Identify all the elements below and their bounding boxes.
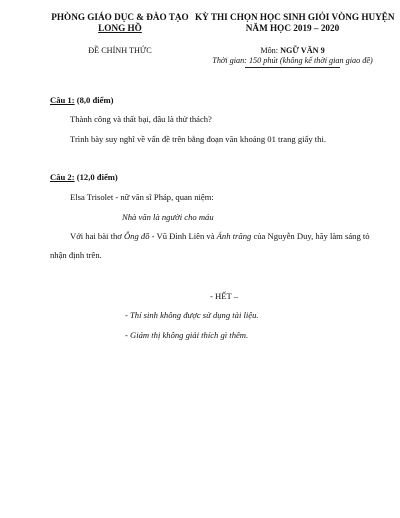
department-name: PHÒNG GIÁO DỤC & ĐÀO TẠO bbox=[51, 12, 189, 22]
question2-heading bbox=[50, 172, 118, 182]
poem-title-ong-do: Ông đồ bbox=[123, 231, 150, 241]
question2-line3-c: của Nguyễn Duy, hãy làm sáng tỏ bbox=[251, 231, 370, 241]
subject-line bbox=[195, 46, 390, 55]
question2-line3-a: Với hai bài thơ bbox=[70, 231, 124, 241]
time-allowed: Thời gian: 150 phút (không kể thời gian giao đề) bbox=[212, 56, 373, 65]
question1-heading bbox=[50, 95, 114, 105]
end-marker: - HẾT – bbox=[210, 291, 239, 301]
question1-line1: Thành công và thất bại, đâu là thử thách? bbox=[70, 114, 212, 124]
header-rule bbox=[245, 67, 340, 68]
question2-line3-b: - Vũ Đình Liên và bbox=[149, 231, 217, 241]
note-no-explanation: - Giám thị không giải thích gì thêm. bbox=[125, 330, 249, 340]
question1-points: (8,0 điểm) bbox=[74, 95, 114, 105]
question2-title: Câu 2: bbox=[50, 172, 75, 182]
question1-title: Câu 1: bbox=[50, 95, 75, 105]
question2-quote: Nhà văn là người cho máu bbox=[122, 212, 214, 222]
subject-value: NGỮ VĂN 9 bbox=[280, 46, 325, 55]
official-label: ĐỀ CHÍNH THỨC bbox=[88, 46, 152, 55]
exam-title: KỲ THI CHỌN HỌC SINH GIỎI VÒNG HUYỆN bbox=[195, 12, 395, 22]
question1-line2: Trình bày suy nghĩ về vấn đề trên bằng đoạn văn khoảng 01 trang giấy thi. bbox=[70, 134, 327, 144]
question2-line3 bbox=[70, 231, 370, 241]
question2-line1: Elsa Trisolet - nữ văn sĩ Pháp, quan niệm: bbox=[70, 192, 214, 202]
question2-points: (12,0 điểm) bbox=[74, 172, 118, 182]
note-no-materials: - Thí sinh không được sử dụng tài liệu. bbox=[125, 310, 259, 320]
subject-label: Môn: bbox=[260, 46, 281, 55]
school-year: NĂM HỌC 2019 – 2020 bbox=[245, 23, 340, 33]
poem-title-anh-trang: Ánh trăng bbox=[216, 231, 252, 241]
district-name-text: LONG HỒ bbox=[98, 23, 142, 33]
district-name bbox=[50, 23, 190, 34]
question2-line4: nhận định trên. bbox=[50, 250, 102, 260]
